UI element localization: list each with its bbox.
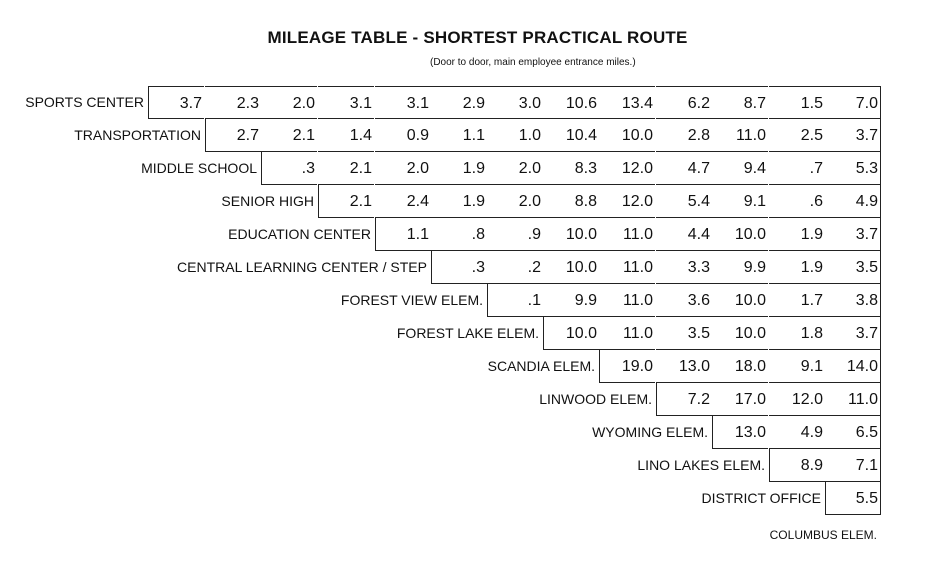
row-label: EDUCATION CENTER: [228, 226, 371, 242]
table-cell: 2.4: [375, 185, 431, 218]
table-subtitle: (Door to door, main employee entrance miles.): [430, 57, 636, 68]
table-cell: 3.6: [656, 284, 712, 317]
row-label: LINO LAKES ELEM.: [637, 457, 765, 473]
table-cell: .3: [261, 152, 317, 185]
row-label: MIDDLE SCHOOL: [141, 160, 257, 176]
table-cell: 3.1: [375, 86, 431, 119]
table-cell: 1.9: [769, 251, 825, 284]
table-cell: 10.0: [599, 119, 655, 152]
table-cell: 12.0: [599, 185, 655, 218]
table-cell: 6.2: [656, 86, 712, 119]
table-cell: 8.7: [712, 86, 768, 119]
table-title: MILEAGE TABLE - SHORTEST PRACTICAL ROUTE: [267, 28, 688, 47]
table-cell: 18.0: [712, 350, 768, 383]
table-cell: 10.0: [712, 218, 768, 251]
row-label: DISTRICT OFFICE: [701, 490, 821, 506]
table-cell: 4.4: [656, 218, 712, 251]
table-cell: 3.7: [825, 317, 881, 350]
table-cell: 1.5: [769, 86, 825, 119]
table-cell: 7.0: [825, 86, 881, 119]
table-cell: 10.0: [712, 317, 768, 350]
table-cell: 13.0: [656, 350, 712, 383]
table-cell: 4.7: [656, 152, 712, 185]
table-cell: 3.7: [148, 86, 204, 119]
table-cell: 1.9: [769, 218, 825, 251]
table-cell: 10.4: [543, 119, 599, 152]
table-cell: 7.2: [656, 383, 712, 416]
row-label: TRANSPORTATION: [74, 127, 201, 143]
table-cell: 3.7: [825, 218, 881, 251]
table-cell: 11.0: [599, 251, 655, 284]
table-cell: 17.0: [712, 383, 768, 416]
table-cell: 9.9: [712, 251, 768, 284]
table-cell: 2.3: [205, 86, 261, 119]
row-label: CENTRAL LEARNING CENTER / STEP: [177, 259, 427, 275]
table-cell: 3.5: [656, 317, 712, 350]
table-cell: 10.0: [712, 284, 768, 317]
table-cell: 11.0: [825, 383, 881, 416]
table-cell: 2.0: [487, 185, 543, 218]
table-cell: 7.1: [825, 449, 881, 482]
table-cell: 11.0: [599, 218, 655, 251]
table-cell: 13.0: [712, 416, 768, 449]
row-label: SCANDIA ELEM.: [487, 358, 595, 374]
table-cell: 10.0: [543, 218, 599, 251]
table-cell: .9: [487, 218, 543, 251]
table-cell: 0.9: [375, 119, 431, 152]
table-cell: 1.1: [431, 119, 487, 152]
table-cell: 5.5: [825, 482, 881, 515]
table-cell: 3.3: [656, 251, 712, 284]
table-cell: 1.0: [487, 119, 543, 152]
row-label: SENIOR HIGH: [221, 193, 314, 209]
table-cell: 3.1: [318, 86, 374, 119]
table-cell: 4.9: [825, 185, 881, 218]
table-cell: 12.0: [769, 383, 825, 416]
table-cell: 1.9: [431, 185, 487, 218]
row-label: FOREST VIEW ELEM.: [340, 292, 483, 308]
table-cell: .6: [769, 185, 825, 218]
table-cell: 2.1: [318, 185, 374, 218]
table-cell: 4.9: [769, 416, 825, 449]
table-cell: 9.9: [543, 284, 599, 317]
table-cell: 10.0: [543, 317, 599, 350]
table-cell: 2.0: [375, 152, 431, 185]
row-label: LINWOOD ELEM.: [539, 391, 652, 407]
table-cell: 2.1: [261, 119, 317, 152]
table-cell: 3.5: [825, 251, 881, 284]
table-cell: 11.0: [712, 119, 768, 152]
table-cell: 2.7: [205, 119, 261, 152]
table-cell: 9.1: [712, 185, 768, 218]
table-cell: 2.0: [261, 86, 317, 119]
table-cell: .7: [769, 152, 825, 185]
table-cell: 3.0: [487, 86, 543, 119]
table-cell: 8.9: [769, 449, 825, 482]
table-cell: 10.6: [543, 86, 599, 119]
table-cell: .3: [431, 251, 487, 284]
table-cell: 8.3: [543, 152, 599, 185]
table-cell: 12.0: [599, 152, 655, 185]
table-cell: 11.0: [599, 284, 655, 317]
table-cell: 2.8: [656, 119, 712, 152]
table-cell: 19.0: [599, 350, 655, 383]
table-cell: 9.4: [712, 152, 768, 185]
table-cell: 10.0: [543, 251, 599, 284]
table-cell: 6.5: [825, 416, 881, 449]
table-cell: 1.4: [318, 119, 374, 152]
table-cell: 5.3: [825, 152, 881, 185]
table-cell: 5.4: [656, 185, 712, 218]
table-cell: 11.0: [599, 317, 655, 350]
table-cell: .1: [487, 284, 543, 317]
table-cell: 1.1: [375, 218, 431, 251]
table-cell: .8: [431, 218, 487, 251]
table-cell: 8.8: [543, 185, 599, 218]
table-cell: .2: [487, 251, 543, 284]
table-cell: 3.7: [825, 119, 881, 152]
table-cell: 1.8: [769, 317, 825, 350]
row-label: SPORTS CENTER: [25, 94, 144, 110]
table-cell: 2.9: [431, 86, 487, 119]
row-label: WYOMING ELEM.: [592, 424, 708, 440]
last-column-label: COLUMBUS ELEM.: [769, 528, 877, 542]
table-cell: 1.7: [769, 284, 825, 317]
table-cell: 13.4: [599, 86, 655, 119]
row-label: FOREST LAKE ELEM.: [396, 325, 539, 341]
table-cell: 14.0: [825, 350, 881, 383]
table-cell: 1.9: [431, 152, 487, 185]
table-cell: 2.1: [318, 152, 374, 185]
table-cell: 3.8: [825, 284, 881, 317]
table-cell: 2.5: [769, 119, 825, 152]
table-cell: 2.0: [487, 152, 543, 185]
table-cell: 9.1: [769, 350, 825, 383]
